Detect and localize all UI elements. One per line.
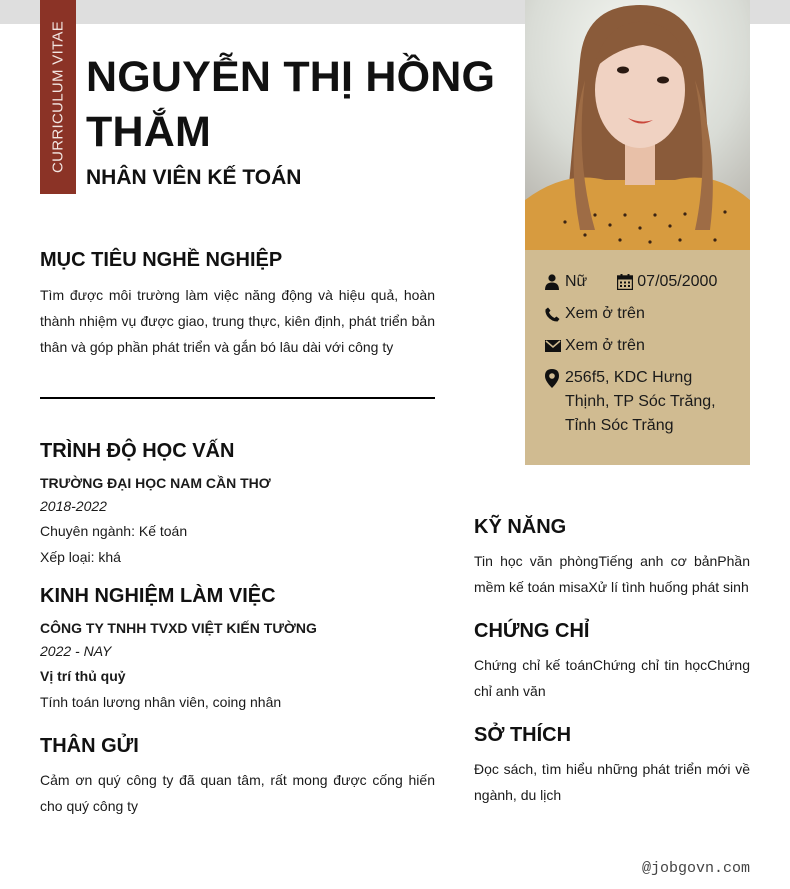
band-label: CURRICULUM VITAE <box>49 20 67 174</box>
skills-title: KỸ NĂNG <box>474 516 567 538</box>
objective-text: Tìm được môi trường làm việc năng động và hiệu quả, hoàn thành nhiệm vụ được giao, trung thực, kiên định, phát triển bản thân và góp phần phát triển và gắn bó lâu dài với công ty <box>40 287 435 355</box>
map-pin-icon <box>545 366 565 390</box>
experience-period: 2022 - NAY <box>40 643 112 659</box>
experience-position: Vị trí thủ quỷ <box>40 668 126 684</box>
certificates-title: CHỨNG CHỈ <box>474 620 590 642</box>
user-icon <box>545 270 565 294</box>
phone-value: Xem ở trên <box>565 305 645 322</box>
closing-title: THÂN GỬI <box>40 735 139 757</box>
hobbies-title: SỞ THÍCH <box>474 724 572 746</box>
certificates-text: Chứng chỉ kế toánChứng chỉ tin họcChứng chỉ anh văn <box>474 657 750 699</box>
job-title: NHÂN VIÊN KẾ TOÁN <box>86 166 302 189</box>
closing-text: Cảm ơn quý công ty đã quan tâm, rất mong được cống hiến cho quý công ty <box>40 772 435 814</box>
watermark: @jobgovn.com <box>641 860 750 877</box>
experience-description: Tính toán lương nhân viên, coing nhân <box>40 694 282 710</box>
portrait-icon <box>525 0 750 250</box>
contact-info-box <box>525 250 750 465</box>
education-grade: Xếp loại: khá <box>40 549 121 565</box>
objective-title: MỤC TIÊU NGHỀ NGHIỆP <box>40 249 283 271</box>
email-value: Xem ở trên <box>565 337 645 354</box>
section-divider <box>40 397 435 399</box>
experience-company: CÔNG TY TNHH TVXD VIỆT KIẾN TƯỜNG <box>40 620 317 636</box>
envelope-icon <box>545 334 565 358</box>
phone-row <box>545 302 750 326</box>
curriculum-vitae-band <box>40 0 76 194</box>
phone-icon <box>545 302 565 326</box>
email-row <box>545 334 750 358</box>
gender-value: Nữ <box>565 273 588 290</box>
education-period: 2018-2022 <box>40 498 107 514</box>
gender-birthday-row <box>545 270 750 294</box>
candidate-name: NGUYỄN THỊ HỒNG THẮM <box>86 53 496 156</box>
birthday-value: 07/05/2000 <box>637 273 718 290</box>
calendar-icon <box>617 270 637 294</box>
hobbies-text: Đọc sách, tìm hiểu những phát triển mới về ngành, du lịch <box>474 761 750 803</box>
skills-text: Tin học văn phòngTiếng anh cơ bảnPhần mềm kế toán misaXử lí tình huống phát sinh <box>474 553 750 595</box>
education-title: TRÌNH ĐỘ HỌC VẤN <box>40 440 235 462</box>
education-school: TRƯỜNG ĐẠI HỌC NAM CẦN THƠ <box>40 475 271 491</box>
profile-photo <box>525 0 750 250</box>
education-major: Chuyên ngành: Kế toán <box>40 523 188 539</box>
experience-title: KINH NGHIỆM LÀM VIỆC <box>40 585 276 607</box>
address-value: 256f5, KDC Hưng Thịnh, TP Sóc Trăng, Tỉnh Sóc Trăng <box>565 369 716 434</box>
address-row <box>545 366 750 438</box>
